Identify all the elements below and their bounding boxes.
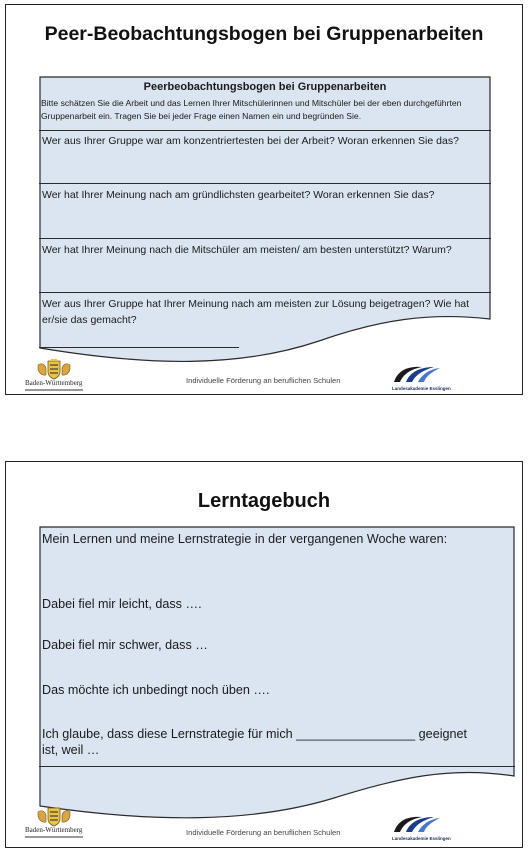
state-crest-icon [24,359,84,381]
diary-prompt-5: Ich glaube, dass diese Lernstrategie für mich _________________ geeignet ist, weil … [42,727,468,757]
form-heading: Peerbeobachtungsbogen bei Gruppenarbeiten [143,81,387,93]
academy-logo-label: Landesakademie Esslingen [392,386,451,391]
learning-diary-form [39,526,515,821]
academy-logo [392,364,452,394]
academy-logo-label: Landesakademie Esslingen [392,836,451,841]
state-crest-logo [24,806,84,836]
row-divider [39,347,239,348]
slide-peer-observation [5,4,523,395]
question-3: Wer hat Ihrer Meinung nach die Mitschüler am meisten/ am besten unterstützt? Warum? [42,244,452,256]
footer-caption: Individuelle Förderung an beruflichen Schulen [186,376,341,385]
academy-logo [392,814,452,844]
slide-title: Peer-Beobachtungsbogen bei Gruppenarbeiten [44,23,484,45]
form-intro: Bitte schätzen Sie die Arbeit und das Lernen Ihrer Mitschülerinnen und Mitschüler bei der eben durchgeführten Gruppenarbeit ein. Tragen Sie bei jeder Frage einen Namen ein und begründen Sie. [41,98,462,121]
state-crest-logo [24,359,84,389]
crest-underline [25,836,83,838]
row-divider [39,238,491,239]
state-logo-label: Baden-Württemberg [25,379,83,387]
academy-swoosh-icon [392,814,442,834]
state-crest-icon [24,806,84,828]
question-2: Wer hat Ihrer Meinung nach am gründlichsten gearbeitet? Woran erkennen Sie das? [42,189,435,201]
peer-observation-form [39,76,491,366]
row-divider [39,130,491,131]
diary-prompt-4: Das möchte ich unbedingt noch üben …. [42,683,270,697]
form-background [39,526,515,821]
academy-swoosh-icon [392,364,442,384]
diary-prompt-3: Dabei fiel mir schwer, dass … [42,638,208,652]
slide-title: Lerntagebuch [197,490,331,512]
diary-prompt-1: Mein Lernen und meine Lernstrategie in der vergangenen Woche waren: [42,532,448,546]
crest-underline [25,389,83,391]
state-logo-label: Baden-Württemberg [25,826,83,834]
question-4: Wer aus Ihrer Gruppe hat Ihrer Meinung nach am meisten zur Lösung beigetragen? Wie hat er/sie das gemacht? [42,298,470,326]
row-divider [39,183,491,184]
diary-prompt-2: Dabei fiel mir leicht, dass …. [42,597,202,611]
row-divider [39,292,491,293]
row-divider [39,766,515,767]
question-1: Wer aus Ihrer Gruppe war am konzentriertesten bei der Arbeit? Woran erkennen Sie das? [42,135,459,147]
footer-caption: Individuelle Förderung an beruflichen Schulen [186,828,341,837]
slide-learning-diary [5,461,523,848]
